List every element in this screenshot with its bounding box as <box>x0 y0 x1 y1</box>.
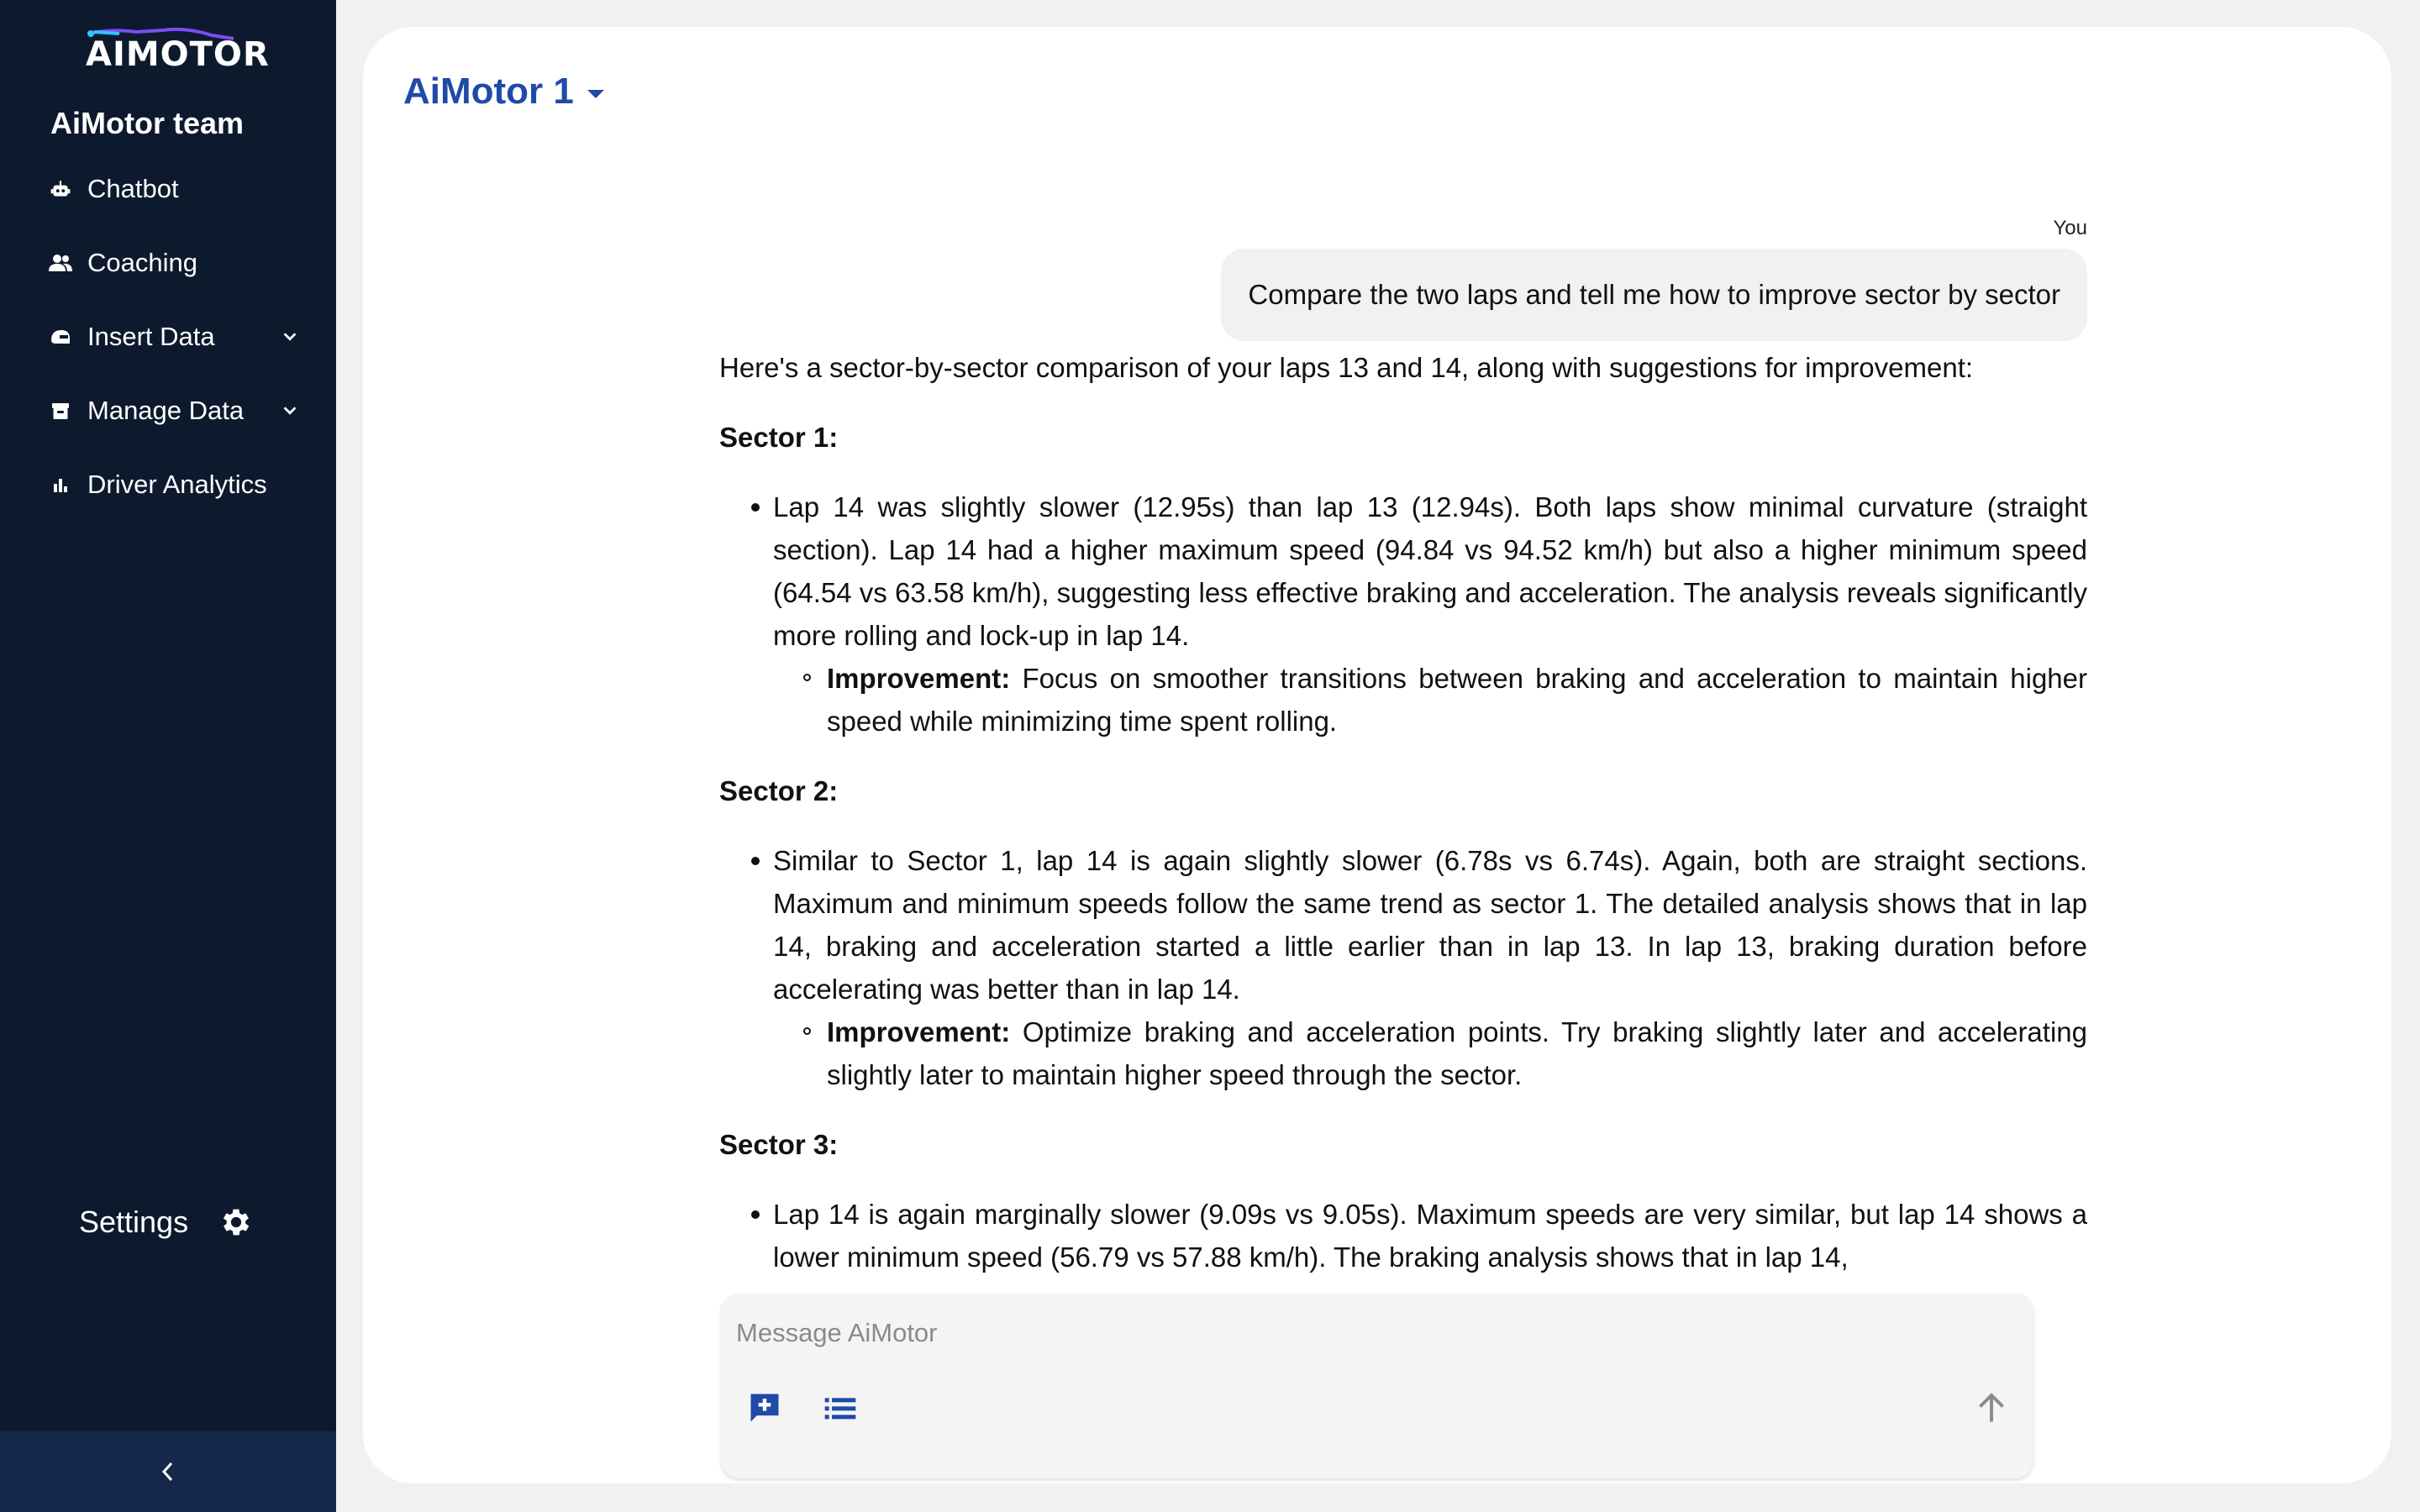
sidebar-item-label: Coaching <box>87 248 197 277</box>
robot-icon <box>49 177 72 201</box>
logo-text: AIMOTOR <box>86 35 270 74</box>
chevron-down-icon[interactable] <box>281 402 299 420</box>
list-item <box>773 657 2087 743</box>
sector-text: Similar to Sector 1, lap 14 is again slightly slower (6.78s vs 6.74s). Again, both are straight sections. Maximum and minimum speeds follow the same trend as sector 1. The detailed analysis shows that in lap 14, braking and acceleration started a little earlier than in lap 13. In lap 13, braking duration before accelerating was better than in lap 14. <box>773 845 2087 1005</box>
sidebar-item-chatbot[interactable] <box>0 160 336 218</box>
list-item <box>719 1193 2087 1278</box>
sector-heading: Sector 2: <box>719 775 839 806</box>
sidebar-item-label: Manage Data <box>87 396 245 425</box>
sidebar-item-label: Driver Analytics <box>87 470 267 499</box>
sub-list <box>773 1011 2087 1096</box>
list-item <box>773 1011 2087 1096</box>
chat-panel <box>363 27 2391 1483</box>
sidebar <box>0 0 336 1512</box>
improvement-label: Improvement: <box>827 1016 1011 1047</box>
settings-button[interactable] <box>79 1193 264 1252</box>
history-list-button[interactable] <box>818 1386 862 1430</box>
reply-intro: Here's a sector-by-sector comparison of your laps 13 and 14, along with suggestions for improvement: <box>719 352 1974 383</box>
sector-heading: Sector 3: <box>719 1129 839 1160</box>
sector-text: Lap 14 is again marginally slower (9.09s vs 9.05s). Maximum speeds are very similar, but lap 14 shows a lower minimum speed (56.79 vs 57.88 km/h). The braking analysis shows that in lap 14, <box>773 1199 2087 1273</box>
collapse-sidebar-button[interactable] <box>0 1431 336 1512</box>
new-chat-button[interactable] <box>743 1386 786 1430</box>
bar-chart-icon <box>49 473 72 496</box>
message-input[interactable] <box>734 1309 1914 1357</box>
list-item <box>719 839 2087 1096</box>
gear-icon <box>218 1205 254 1240</box>
improvement-label: Improvement: <box>827 663 1011 694</box>
sidebar-item-manage-data[interactable] <box>0 381 336 440</box>
user-label: You <box>2053 217 2087 239</box>
add-chat-icon <box>746 1389 783 1426</box>
sidebar-item-coaching[interactable] <box>0 234 336 292</box>
sidebar-item-label: Insert Data <box>87 322 215 351</box>
improvement-text: Focus on smoother transitions between braking and acceleration to maintain higher speed while minimizing time spent rolling. <box>827 663 2087 737</box>
caret-down-icon <box>587 90 604 98</box>
aimotor-logo[interactable] <box>86 27 270 74</box>
helmet-icon <box>49 325 72 349</box>
improvement-text: Optimize braking and acceleration points. Try braking slightly later and accelerating slightly later to maintain higher speed through the sector. <box>827 1016 2087 1090</box>
chat-thread[interactable] <box>719 186 2087 1295</box>
list-item <box>719 486 2087 743</box>
bullet-list <box>719 1193 2087 1278</box>
chevron-left-icon <box>159 1460 177 1483</box>
sub-list <box>773 657 2087 743</box>
bullet-list <box>719 839 2087 1096</box>
settings-label: Settings <box>79 1205 189 1239</box>
model-name: AiMotor 1 <box>403 71 574 112</box>
sector-heading: Sector 1: <box>719 422 839 453</box>
sidebar-item-driver-analytics[interactable] <box>0 455 336 514</box>
people-icon <box>49 251 72 275</box>
send-button[interactable] <box>1970 1386 2013 1430</box>
sidebar-item-label: Chatbot <box>87 174 179 203</box>
team-name: AiMotor team <box>50 106 245 140</box>
sidebar-item-insert-data[interactable] <box>0 307 336 366</box>
arrow-up-icon <box>1976 1391 2007 1425</box>
message-composer <box>721 1294 2033 1478</box>
assistant-message <box>719 346 2087 1295</box>
archive-icon <box>49 399 72 423</box>
model-selector[interactable] <box>403 71 604 113</box>
sector-text: Lap 14 was slightly slower (12.95s) than lap 13 (12.94s). Both laps show minimal curvature (straight section). Lap 14 had a higher maximum speed (94.84 vs 94.52 km/h) but also a higher minimum speed (64.54 vs 63.58 km/h), suggesting less effective braking and acceleration. The analysis reveals significantly more rolling and lock-up in lap 14. <box>773 491 2087 651</box>
list-icon <box>823 1394 857 1422</box>
chevron-down-icon[interactable] <box>281 328 299 346</box>
user-message: Compare the two laps and tell me how to improve sector by sector <box>1221 249 2087 341</box>
bullet-list <box>719 486 2087 743</box>
